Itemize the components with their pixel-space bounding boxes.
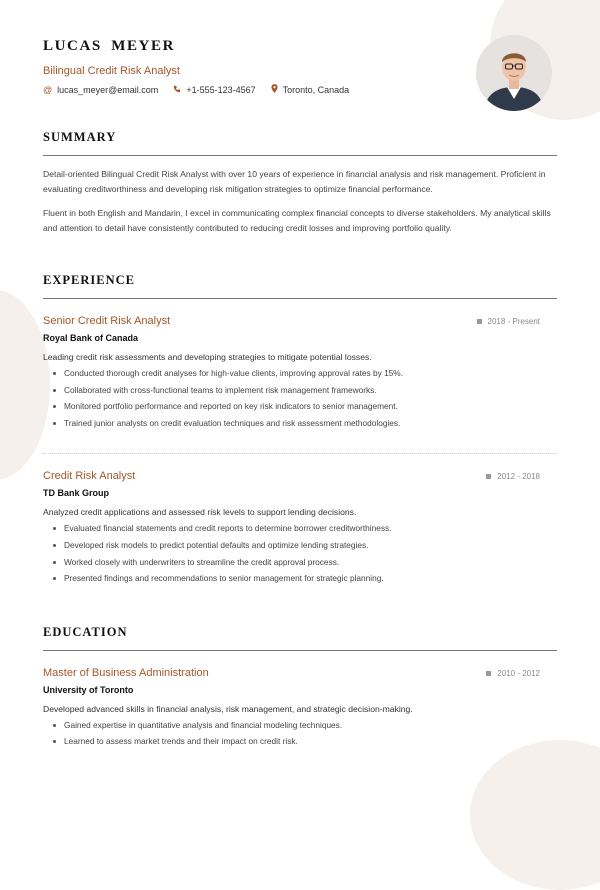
education-dates bbox=[486, 669, 540, 678]
experience-heading: EXPERIENCE bbox=[43, 273, 557, 299]
education-dates-text: 2010 - 2012 bbox=[497, 668, 540, 678]
job-description: Leading credit risk assessments and developing strategies to mitigate potential losses. bbox=[43, 352, 372, 362]
calendar-icon bbox=[477, 319, 482, 324]
contact-location bbox=[271, 84, 350, 95]
contact-location-text: Toronto, Canada bbox=[282, 84, 350, 95]
employer-name: Royal Bank of Canada bbox=[43, 333, 139, 343]
experience-section bbox=[43, 273, 557, 587]
job-dates bbox=[486, 472, 540, 481]
candidate-name: LUCAS MEYER bbox=[43, 38, 176, 54]
phone-icon bbox=[173, 85, 181, 95]
education-description: Developed advanced skills in financial analysis, risk management, and strategic decision-making. bbox=[43, 703, 413, 714]
calendar-icon bbox=[486, 671, 491, 676]
list-item: Presented findings and recommendations to senior management for strategic planning. bbox=[53, 570, 557, 587]
employer-name: TD Bank Group bbox=[43, 488, 110, 499]
experience-entry bbox=[43, 315, 557, 431]
summary-heading: SUMMARY bbox=[43, 130, 557, 156]
degree-title: Master of Business Administration bbox=[43, 666, 209, 679]
job-bullets bbox=[43, 365, 557, 431]
list-item: Worked closely with underwriters to streamline the credit approval process. bbox=[53, 554, 557, 571]
entry-divider bbox=[43, 453, 557, 454]
job-dates-text: 2018 - Present bbox=[487, 317, 540, 326]
resume-header bbox=[43, 0, 557, 120]
calendar-icon bbox=[486, 474, 491, 479]
school-name: University of Toronto bbox=[43, 684, 134, 695]
contact-phone[interactable] bbox=[173, 85, 255, 95]
experience-entry bbox=[43, 470, 557, 586]
contact-email-text: lucas_meyer@email.com bbox=[57, 84, 159, 95]
list-item: Developed risk models to predict potential defaults and optimize lending strategies. bbox=[53, 537, 557, 554]
list-item: Trained junior analysts on credit evaluation techniques and risk assessment methodologies. bbox=[53, 415, 557, 432]
contact-row bbox=[43, 84, 364, 95]
job-dates bbox=[477, 317, 540, 326]
summary-paragraph: Fluent in both English and Mandarin, I excel in communicating complex financial concepts to diverse stakeholders. My analytical skills and attention to detail have consistently contributed to reducing credit losses and improving portfolio quality. bbox=[43, 208, 551, 233]
summary-body bbox=[43, 167, 557, 235]
summary-paragraph: Detail-oriented Bilingual Credit Risk Analyst with over 10 years of experience in financial analysis and risk management. Proficient in evaluating creditworthiness and developing risk mitigation strategies to optimize financial performance. bbox=[43, 169, 546, 194]
job-description: Analyzed credit applications and assessed risk levels to support lending decisions. bbox=[43, 507, 357, 518]
decorative-blob-bottom-right bbox=[470, 740, 600, 890]
list-item: Conducted thorough credit analyses for high-value clients, improving approval rates by 15%. bbox=[53, 365, 557, 382]
job-bullets bbox=[43, 520, 557, 586]
education-section bbox=[43, 625, 557, 750]
contact-phone-text: +1-555-123-4567 bbox=[186, 84, 256, 95]
list-item: Evaluated financial statements and credit reports to determine borrower creditworthiness. bbox=[53, 520, 557, 537]
education-heading: EDUCATION bbox=[43, 625, 557, 651]
list-item: Gained expertise in quantitative analysis and financial modeling techniques. bbox=[53, 717, 557, 734]
job-title: Senior Credit Risk Analyst bbox=[43, 315, 171, 327]
education-entry bbox=[43, 667, 557, 750]
location-pin-icon bbox=[271, 84, 278, 95]
avatar bbox=[476, 35, 552, 111]
list-item: Collaborated with cross-functional teams to implement risk management frameworks. bbox=[53, 382, 557, 399]
summary-section bbox=[43, 130, 557, 235]
list-item: Learned to assess market trends and their impact on credit risk. bbox=[53, 733, 557, 750]
job-dates-text: 2012 - 2018 bbox=[497, 472, 540, 482]
list-item: Monitored portfolio performance and reported on key risk indicators to senior management. bbox=[53, 398, 557, 415]
contact-email[interactable] bbox=[43, 85, 158, 95]
candidate-role: Bilingual Credit Risk Analyst bbox=[43, 65, 180, 77]
at-icon: @ bbox=[43, 84, 53, 95]
education-bullets bbox=[43, 717, 557, 750]
job-title: Credit Risk Analyst bbox=[43, 470, 136, 483]
